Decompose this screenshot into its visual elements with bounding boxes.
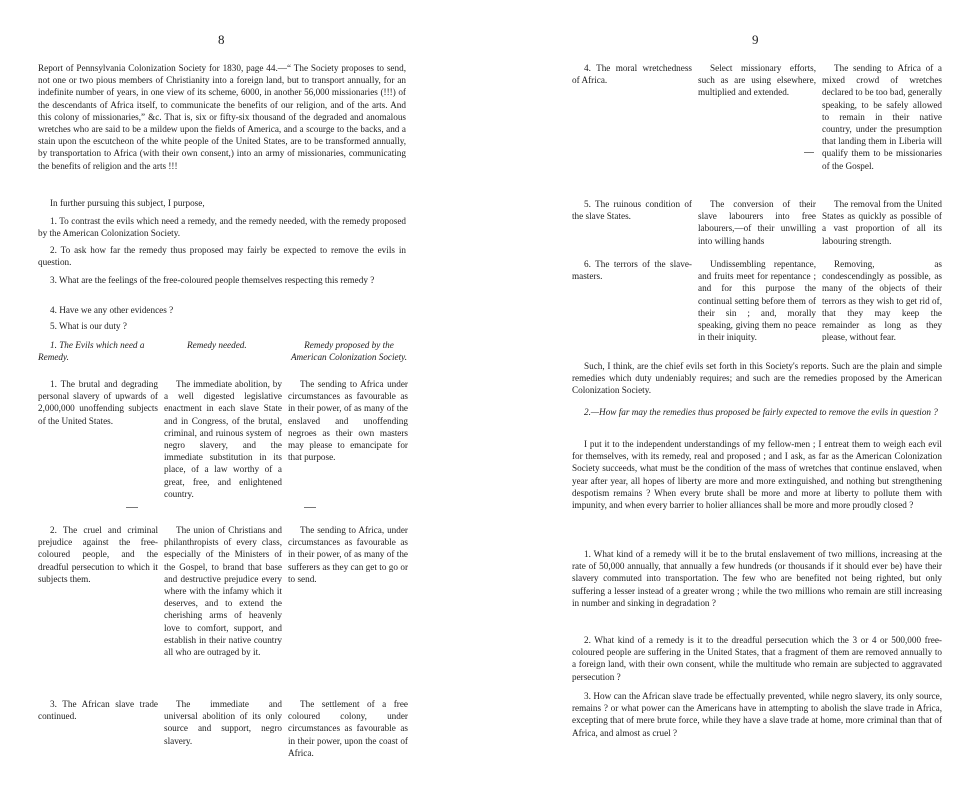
- remedy-proposed-cell: The settlement of a free coloured colony, under circumstances as favourable as in their power, upon the coast of Africa.: [288, 699, 408, 758]
- page-number: 9: [752, 32, 759, 47]
- remedy-needed-cell: Undissembling repentance, and fruits meet for repentance ; and for this purpose the continual setting before them of their sin ; and, morally speaking, giving them no peace in their iniquity.: [698, 259, 816, 343]
- remedy-needed-cell: The immediate and universal abolition of its only source and support, negro slavery.: [164, 699, 282, 746]
- right-page: [490, 0, 980, 795]
- appeal-paragraph: I put it to the independent understandings of my fellow-men ; I entreat them to weigh each evil for themselves, with its remedy, real and proposed ; and I ask, as far as the American Colonization Society succeeds, what must be the condition of the mass of wretches that continue enslaved, when year after year, all hopes of liberty are more and more extinguished, and nothing but strengthening despotism remains ? When every brute shall be more and more at liberty to pollute them with impunity, and when every barrier to holier alliances shall be more and more proudly closed ?: [572, 439, 942, 511]
- page-number: 8: [218, 32, 225, 47]
- remedy-proposed-cell: The sending to Africa of a mixed crowd of wretches declared to be too bad, generally speaking, to be safely allowed to remain in their native country, under the presumption that landing them in Liberia will qualify them to be missionaries of the Gospel.: [822, 63, 942, 171]
- evil-cell: 5. The ruinous condition of the slave States.: [572, 199, 692, 222]
- purpose-item: 3. What are the feelings of the free-coloured people themselves respecting this remedy ?: [50, 275, 375, 285]
- evil-cell: 1. The brutal and degrading personal slavery of upwards of 2,000,000 unoffending subjects of the United States.: [38, 379, 158, 426]
- evil-cell: 3. The African slave trade continued.: [38, 699, 158, 722]
- column-header-remedy-needed: Remedy needed.: [187, 340, 247, 350]
- remedy-needed-cell: The immediate abolition, by a well digested legislative enactment in each slave State and in Congress, of the brutal, criminal, and ruinous system of negro slavery, and the immediate substitution in its place, of a law worthy of a great, free, and enlightened country.: [164, 379, 282, 499]
- section-heading: 2.—How far may the remedies thus proposed be fairly expected to remove the evils in question ?: [584, 407, 938, 417]
- table-rule: [304, 507, 316, 508]
- question-paragraph: 1. What kind of a remedy will it be to the brutal enslavement of two millions, increasing at the rate of 50,000 annually, that annually a few hundreds (or thousands if it should ever be) have their slavery commuted into transportation. The few who are benefited not being righted, but only suffering a lesser instead of a greater wrong ; while the two millions who remain are still increasing in number and sinking in degradation ?: [572, 549, 942, 608]
- remedy-needed-cell: Select missionary efforts, such as are using elsewhere, multiplied and extended.: [698, 63, 816, 98]
- intro-paragraph: Report of Pennsylvania Colonization Society for 1830, page 44.—“ The Society proposes to send, not one or two pious members of Christianity into a foreign land, but to transport annually, for an indefinite number of years, in one view of its scheme, 6000, in another 56,000 missionaries (!!!) of the descendants of Africa itself, to communicate the benefits of our religion, and of the arts. And this colony of missionaries,” &c. That is, six or fifty-six thousand of the degraded and anomalous wretches who are said to be a mildew upon the fields of America, and a scourge to the backs, and a stain upon the escutcheon of the white people of the United States, are to be transformed annually, by transportation to Africa (with their own consent,) into an army of missionaries, communicating the benefits of religion and the arts !!!: [38, 63, 406, 171]
- purpose-item: 1. To contrast the evils which need a remedy, and the remedy needed, with the remedy proposed by the American Colonization Society.: [38, 216, 406, 239]
- purpose-item: 2. To ask how far the remedy thus proposed may fairly be expected to remove the evils in question.: [38, 245, 406, 268]
- column-header-remedy-proposed: Remedy proposed by the American Colonization Society.: [290, 340, 408, 363]
- remedy-proposed-cell: The sending to Africa under circumstances as favourable as in their power, of as many of the enslaved and unoffending negroes as their own masters may please to emancipate for that purpose.: [288, 379, 408, 463]
- purpose-item: 4. Have we any other evidences ?: [50, 305, 174, 315]
- question-paragraph: 2. What kind of a remedy is it to the dreadful persecution which the 3 or 4 or 500,000 free-coloured people are suffering in the United States, that a fragment of them are removed annually to a foreign land, with their own consent, while the multitude who remain are subjected to aggravated persecution ?: [572, 635, 942, 682]
- evil-cell: 4. The moral wretchedness of Africa.: [572, 63, 692, 86]
- remedy-proposed-cell: The sending to Africa, under circumstances as favourable as in their power, of as many of the sufferers as they can get to go or to send.: [288, 525, 408, 584]
- evil-cell: 2. The cruel and criminal prejudice against the free-coloured people, and the dreadful persecution to which it subjects them.: [38, 525, 158, 584]
- column-header-evils: 1. The Evils which need a Remedy.: [38, 340, 145, 363]
- table-rule: [126, 507, 138, 508]
- purpose-intro: In further pursuing this subject, I purpose,: [50, 198, 205, 208]
- question-paragraph: 3. How can the African slave trade be effectually prevented, while negro slavery, its only source, remains ? or what power can the Americans have in attempting to abolish the slave trade in Africa, excepting that of mere brute force, while they have a slave trade at home, more criminal than that of Africa, and almost as cruel ?: [572, 691, 942, 738]
- remedy-needed-cell: The conversion of their slave labourers into free labourers,—of their unwilling into willing hands: [698, 199, 816, 246]
- evil-cell: 6. The terrors of the slave-masters.: [572, 259, 692, 282]
- remedy-proposed-cell: Removing, as condescendingly as possible, as many of the objects of their terrors as they wish to get rid of, that they may keep the remainder as long as they please, without fear.: [822, 259, 942, 343]
- remedy-needed-cell: The union of Christians and philanthropists of every class, especially of the Ministers of the Gospel, to brand that base and destructive prejudice every where with the infamy which it deserves, and to extend the cherishing arms of heavenly love to comfort, support, and establish in their native country all who are outraged by it.: [164, 525, 282, 658]
- summary-paragraph: Such, I think, are the chief evils set forth in this Society's reports. Such are the plain and simple remedies which duty undeniably requires; and such are the remedies proposed by the American Colonization Society.: [572, 361, 942, 396]
- remedy-proposed-cell: The removal from the United States as quickly as possible of a vast proportion of all its labouring strength.: [822, 199, 942, 246]
- table-rule: [804, 152, 814, 153]
- purpose-item: 5. What is our duty ?: [50, 321, 127, 331]
